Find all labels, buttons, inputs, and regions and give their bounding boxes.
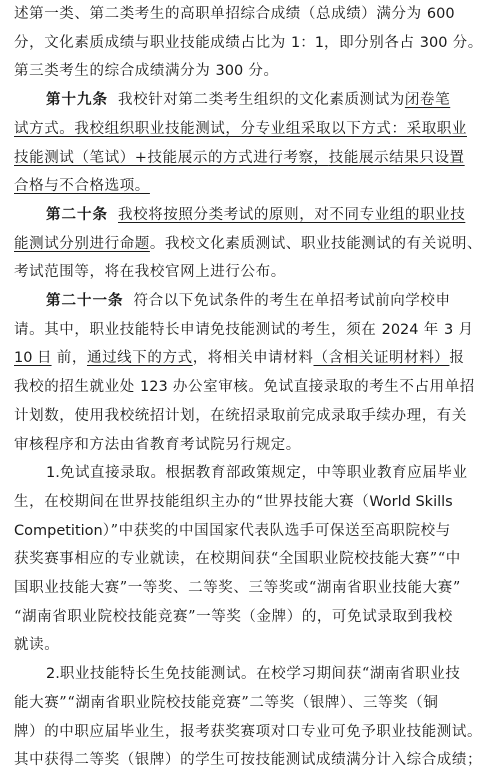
text-run: 分，文化素质成绩与职业技能成绩占比为 bbox=[14, 34, 292, 51]
text-line bbox=[14, 718, 493, 746]
text-run: 获奖赛事相应的专业就读，在校期间获“全国职业院校技能大赛”“中 bbox=[14, 551, 461, 568]
underlined-text: 试方式。我校组织职业技能测试，分专业组采取以下方式：采取职业 bbox=[14, 120, 467, 137]
text-line bbox=[14, 488, 493, 516]
text-line bbox=[14, 115, 493, 143]
text-run: 1：1 bbox=[291, 34, 324, 51]
text-run: 能大赛”“湖南省职业院校技能竞赛”二等奖（银牌）、三等奖（铜 bbox=[14, 694, 439, 711]
text-line bbox=[14, 689, 493, 717]
text-run: 考试范围等，将在我校官网上进行公布。 bbox=[14, 264, 286, 281]
text-line bbox=[14, 402, 493, 430]
text-line bbox=[46, 660, 493, 688]
text-run: World Skills bbox=[369, 493, 453, 510]
text-run: 300 bbox=[419, 34, 448, 51]
text-run: 审核程序和方法由省教育考试院另行规定。 bbox=[14, 436, 301, 453]
text-line bbox=[46, 201, 493, 229]
underlined-text: 技能测试（笔试）+技能展示的方式进行考察， bbox=[14, 149, 329, 166]
text-run: Competition bbox=[14, 522, 103, 539]
text-run: 我校的招生就业处 bbox=[14, 379, 141, 396]
article-heading: 第二十一条 bbox=[46, 292, 124, 309]
text-line bbox=[14, 316, 493, 344]
text-run: 2. bbox=[46, 666, 60, 683]
text-run: 国职业技能大赛”一等奖、二等奖、三等奖或“湖南省职业技能大赛” bbox=[14, 580, 461, 596]
underlined-text: （含相关证明材料） bbox=[313, 350, 450, 367]
text-run: 其中获得二等奖（银牌）的学生可按技能测试成绩满分计入综合成绩； bbox=[14, 752, 483, 769]
text-run: 。我校文化素质测试、职业技能测试的有关说明、 bbox=[149, 235, 483, 252]
text-line bbox=[14, 517, 493, 545]
text-run: 述第一类、第二类考生的高职单招综合成绩（总成绩）满分为 bbox=[14, 6, 427, 22]
text-run: 2024 bbox=[381, 321, 419, 338]
underlined-text: 10 日 bbox=[14, 350, 52, 367]
text-line bbox=[14, 631, 493, 659]
text-line bbox=[14, 57, 493, 85]
text-run: 请。其中，职业技能特长申请免技能测试的考生，须在 bbox=[14, 321, 382, 338]
text-line bbox=[46, 459, 493, 487]
text-line bbox=[14, 258, 493, 286]
text-run: 报 bbox=[449, 350, 465, 367]
text-run: 月 bbox=[453, 321, 474, 338]
text-run: 600 bbox=[426, 6, 455, 22]
text-run: 就读。 bbox=[14, 637, 60, 654]
text-line bbox=[14, 574, 493, 602]
underlined-text: 通过线下的方式 bbox=[86, 350, 193, 367]
text-run: 1. bbox=[46, 465, 60, 482]
text-run: 免试直接录取。根据教育部政策规定，中等职业教育应届毕业 bbox=[59, 465, 468, 482]
underlined-text: 技能展示结果只设置 bbox=[328, 149, 465, 166]
text-run: “湖南省职业院校技能竞赛”一等奖（金牌）的，可免试录取到我校 bbox=[14, 608, 453, 625]
text-run: 前， bbox=[51, 350, 87, 367]
text-line bbox=[14, 172, 493, 200]
text-line bbox=[14, 431, 493, 459]
text-run: 123 bbox=[140, 379, 168, 396]
text-line bbox=[14, 144, 493, 172]
underlined-text: 合格与不合格选项。 bbox=[14, 178, 150, 195]
text-line bbox=[14, 545, 493, 573]
text-run: 年 bbox=[418, 321, 445, 338]
text-line bbox=[14, 373, 493, 401]
text-line bbox=[46, 287, 493, 315]
text-run: ）”中获奖的中国国家代表队选手可保送至高职院校与 bbox=[102, 522, 451, 539]
text-run: ，即分别各占 bbox=[323, 34, 420, 51]
text-line bbox=[46, 86, 493, 114]
text-run: 计划数，使用我校统招计划，在统招录取前完成录取手续办理，有关 bbox=[14, 407, 467, 424]
text-run: 300 bbox=[215, 63, 244, 80]
text-run: ，将相关申请材料 bbox=[192, 350, 314, 367]
underlined-text: 我校将按照分类考试的原则，对不同专业组的职业技 bbox=[118, 206, 466, 223]
text-run: 我校针对第二类考生组织的文化素质测试为 bbox=[118, 92, 405, 109]
text-run: 第三类考生的综合成绩满分为 bbox=[14, 63, 216, 80]
text-run: 符合以下免试条件的考生在单招考试前向学校申 bbox=[133, 293, 451, 309]
text-line bbox=[14, 603, 493, 631]
text-line bbox=[14, 0, 493, 28]
text-run: 职业技能特长生免技能测试。在校学习期间获“湖南省职业技 bbox=[59, 666, 461, 683]
text-run: 分。 bbox=[447, 34, 483, 51]
text-run: 分。 bbox=[243, 63, 279, 80]
text-line bbox=[14, 746, 493, 774]
text-run: 牌）的中职应届毕业生，报考获奖赛项对口专业可免予职业技能测试。 bbox=[14, 723, 483, 740]
underlined-text: 闭卷笔 bbox=[404, 92, 451, 109]
text-line bbox=[14, 29, 493, 57]
article-heading: 第十九条 bbox=[46, 91, 108, 109]
text-run: 生，在校期间在世界技能组织主办的“世界技能大赛（ bbox=[14, 493, 370, 510]
text-line bbox=[14, 344, 493, 372]
text-run: 3 bbox=[444, 321, 454, 338]
text-run: 办公室审核。免试直接录取的考生不占用单招 bbox=[167, 379, 475, 396]
underlined-text: 能测试分别进行命题 bbox=[14, 235, 150, 252]
text-line bbox=[14, 230, 493, 258]
article-heading: 第二十条 bbox=[46, 205, 108, 223]
